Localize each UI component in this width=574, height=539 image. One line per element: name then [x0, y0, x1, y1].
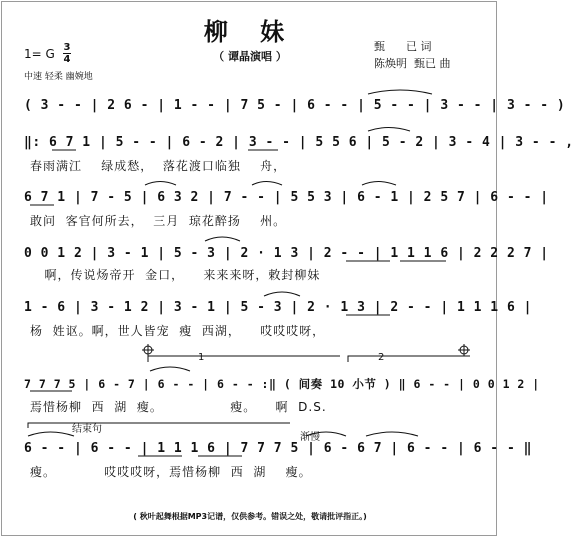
slur: [306, 432, 346, 436]
footer-note: ( 秋叶起舞根据MP3记谱，仅供参考。错误之处，敬请批评指正。): [133, 512, 367, 521]
lyric-line-5: 焉惜杨柳 西 湖 瘦。 瘦。 啊 D.S.: [30, 400, 327, 414]
volta-bracket-1: [148, 356, 340, 362]
slur: [205, 237, 240, 241]
lyric-line-2: 敢问 客官何所去， 三月 琼花醉扬 州。: [30, 214, 287, 228]
notation-line-5: 1 - 6 | 3 - 1 2 | 3 - 1 | 5 - 3 | 2 · 1 3 | 2 - - | 1 1 1 6 |: [24, 300, 532, 315]
composer-credit: 陈焕明 甄已 曲: [374, 57, 451, 70]
slur: [28, 432, 74, 436]
tempo-marking: 中速 轻柔 幽婉地: [24, 72, 93, 82]
slur: [368, 90, 432, 94]
key-signature: 1= G: [24, 47, 55, 61]
slur: [252, 182, 282, 186]
ritardando-marking: 渐慢: [300, 432, 320, 443]
slur: [150, 367, 190, 371]
slur: [368, 128, 410, 132]
notation-line-6: 7 7 7 5 | 6 - 7 | 6 - - | 6 - - :‖ ( 间奏 10 小节 ) ‖ 6 - - | 0 0 1 2 |: [24, 377, 540, 391]
ending-bracket: [28, 423, 290, 428]
notation-line-1: ( 3 - - | 2 6 - | 1 - - | 7 5 - | 6 - - | 5 - - | 3 - - | 3 - - ): [24, 98, 566, 113]
lyric-line-1: 春雨满江 绿成愁， 落花渡口临独 舟，: [30, 159, 287, 173]
notation-line-4: 0 0 1 2 | 3 - 1 | 5 - 3 | 2 · 1 3 | 2 - - | 1 1 1 6 | 2 2 2 7 |: [24, 246, 549, 261]
song-title: 柳 妹: [203, 18, 297, 46]
volta-2-label: 2: [378, 352, 385, 363]
ending-marking: 结束句: [72, 424, 102, 435]
lyric-line-3: 啊，传说炀帝开 金口， 来来来呀，敕封柳妹: [30, 268, 321, 282]
volta-bracket-2: [348, 356, 470, 362]
lyric-line-4: 杨 姓讴。啊，世人皆宠 瘦 西湖， 哎哎哎呀，: [30, 324, 326, 338]
slur: [145, 182, 176, 186]
notation-line-2: ‖: 6 7 1 | 5 - - | 6 - 2 | 3 - - | 5 5 6 | 5 - 2 | 3 - 4 | 3 - - ,: [24, 135, 574, 150]
lyricist-credit: 甄 已 词: [374, 40, 432, 53]
slur: [264, 292, 300, 296]
lyric-line-6: 瘦。 哎哎哎呀，焉惜杨柳 西 湖 瘦。: [30, 465, 312, 479]
time-numerator: 3: [63, 42, 71, 53]
notation-line-3: 6 7 1 | 7 - 5 | 6 3 2 | 7 - - | 5 5 3 | 6 - 1 | 2 5 7 | 6 - - |: [24, 190, 549, 205]
time-denominator: 4: [63, 54, 71, 65]
volta-1-label: 1: [198, 352, 205, 363]
singer-credit: （ 谭晶演唱 ）: [213, 50, 287, 63]
slur: [366, 432, 418, 436]
notation-line-7: 6 - - | 6 - - | 1 1 1 6 | 7 7 7 5 | 6 - 6 7 | 6 - - | 6 - - ‖: [24, 441, 532, 456]
slur: [362, 182, 396, 186]
